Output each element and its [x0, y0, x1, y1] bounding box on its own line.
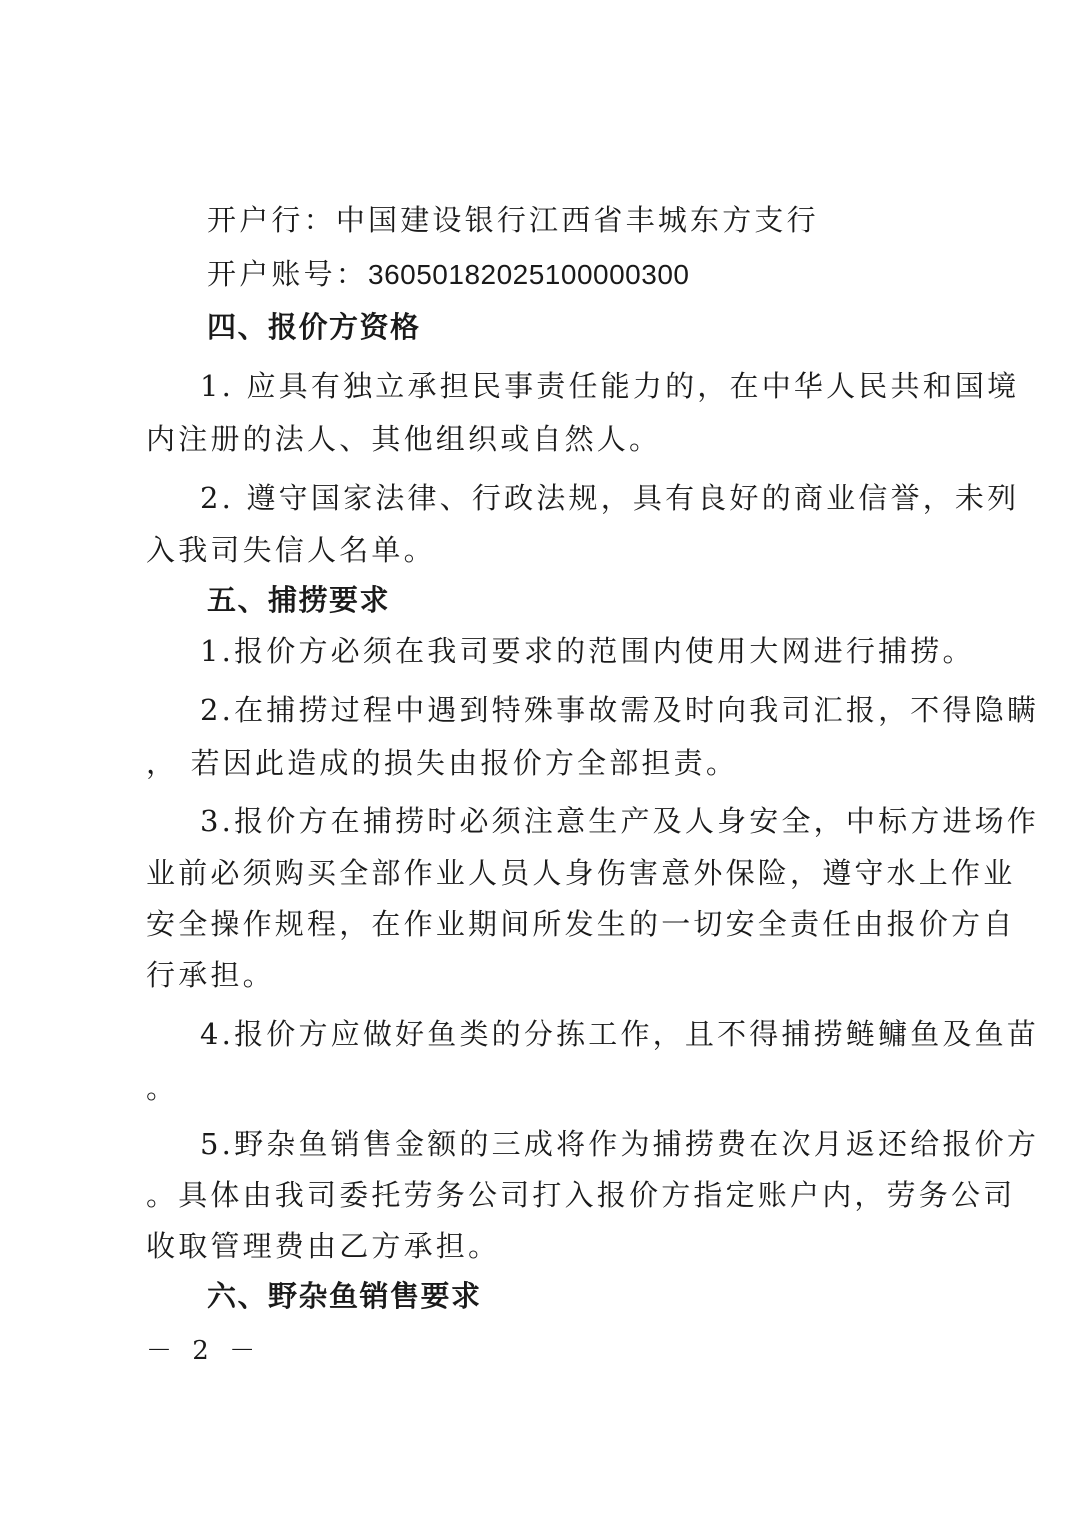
section-4-paragraph-2-line-2: 入我司失信人名单。	[146, 533, 436, 567]
section-5-paragraph-3-line-3: 安全操作规程，在作业期间所发生的一切安全责任由报价方自	[146, 907, 1016, 941]
bank-name-value: 中国建设银行江西省丰城东方支行	[335, 203, 819, 237]
bank-account-line	[207, 256, 689, 293]
section-4-paragraph-1-line-2: 内注册的法人、其他组织或自然人。	[146, 422, 662, 456]
bank-name-label: 开户行：	[207, 203, 336, 237]
page-number: － 2 －	[146, 1336, 262, 1366]
section-5-paragraph-5-line-2: 。具体由我司委托劳务公司打入报价方指定账户内，劳务公司	[146, 1178, 1016, 1212]
section-4-heading: 四、报价方资格	[207, 310, 421, 344]
section-5-paragraph-5-line-3: 收取管理费由乙方承担。	[146, 1229, 501, 1263]
section-4-paragraph-1-line-1: 1. 应具有独立承担民事责任能力的，在中华人民共和国境	[200, 369, 1020, 403]
section-6-heading: 六、野杂鱼销售要求	[207, 1279, 482, 1313]
bank-name-line	[207, 202, 819, 238]
section-4-paragraph-2-line-1: 2. 遵守国家法律、行政法规，具有良好的商业信誉，未列	[200, 481, 1020, 515]
section-5-paragraph-3-line-4: 行承担。	[146, 958, 275, 992]
section-5-paragraph-3-line-1: 3.报价方在捕捞时必须注意生产及人身安全，中标方进场作	[200, 804, 1040, 838]
section-5-paragraph-4-line-2: 。	[146, 1071, 179, 1105]
section-5-paragraph-2-line-2: ， 若因此造成的损失由报价方全部担责。	[146, 746, 739, 780]
bank-account-label: 开户账号：	[207, 257, 369, 291]
section-5-paragraph-3-line-2: 业前必须购买全部作业人员人身伤害意外保险，遵守水上作业	[146, 856, 1016, 890]
bank-account-value: 36050182025100000300	[368, 259, 690, 290]
section-5-heading: 五、捕捞要求	[207, 583, 391, 617]
section-5-paragraph-5-line-1: 5.野杂鱼销售金额的三成将作为捕捞费在次月返还给报价方	[200, 1127, 1040, 1161]
section-5-paragraph-2-line-1: 2.在捕捞过程中遇到特殊事故需及时向我司汇报，不得隐瞒	[200, 693, 1040, 727]
section-5-paragraph-4-line-1: 4.报价方应做好鱼类的分拣工作，且不得捕捞鲢鳙鱼及鱼苗	[200, 1017, 1040, 1051]
section-5-paragraph-1-line-1: 1.报价方必须在我司要求的范围内使用大网进行捕捞。	[200, 634, 975, 668]
